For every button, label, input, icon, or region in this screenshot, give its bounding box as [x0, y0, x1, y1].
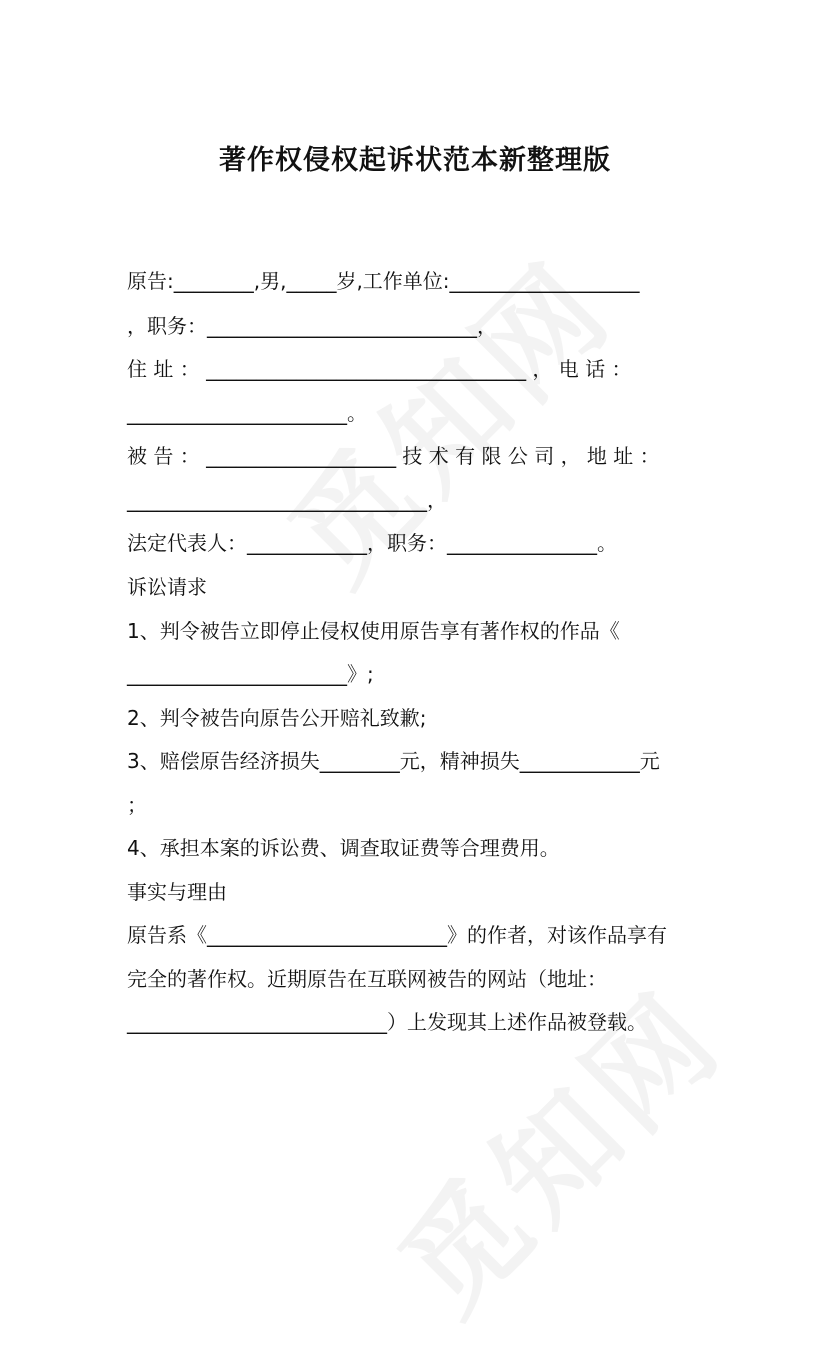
facts-line-3: __________________________）上发现其上述作品被登载。	[127, 1010, 647, 1034]
address-phone-line: 住 址 ： ________________________________ ， 电 话 ：	[127, 357, 632, 381]
claim-1: 1、判令被告立即停止侵权使用原告享有著作权的作品《	[127, 619, 620, 643]
defendant-line: 被 告 ： ___________________ 技 术 有 限 公 司 ， 地 址 ：	[127, 444, 660, 468]
facts-line-2: 完全的著作权。近期原告在互联网被告的网站（地址：	[127, 967, 607, 991]
phone-blank-line: ______________________。	[127, 401, 367, 425]
claim-1-continued: ______________________》;	[127, 662, 374, 686]
plaintiff-position-line: ，职务：___________________________，	[127, 314, 497, 338]
claim-4: 4、承担本案的诉讼费、调查取证费等合理费用。	[127, 836, 560, 860]
section-heading-facts: 事实与理由	[127, 880, 227, 904]
facts-line-1: 原告系《________________________》的作者，对该作品享有	[127, 923, 667, 947]
claim-2: 2、判令被告向原告公开赔礼致歉;	[127, 706, 427, 730]
plaintiff-line: 原告:________,男,_____岁,工作单位:___________________	[127, 269, 640, 293]
section-heading-claims: 诉讼请求	[127, 575, 207, 599]
document-title: 著作权侵权起诉状范本新整理版	[219, 145, 611, 176]
claim-3-continued: ；	[127, 793, 147, 817]
defendant-address-line: ______________________________，	[127, 488, 447, 512]
legal-representative-line: 法定代表人：____________，职务：_______________。	[127, 531, 617, 555]
watermark	[356, 947, 753, 1344]
claim-3: 3、赔偿原告经济损失________元，精神损失____________元	[127, 749, 660, 773]
